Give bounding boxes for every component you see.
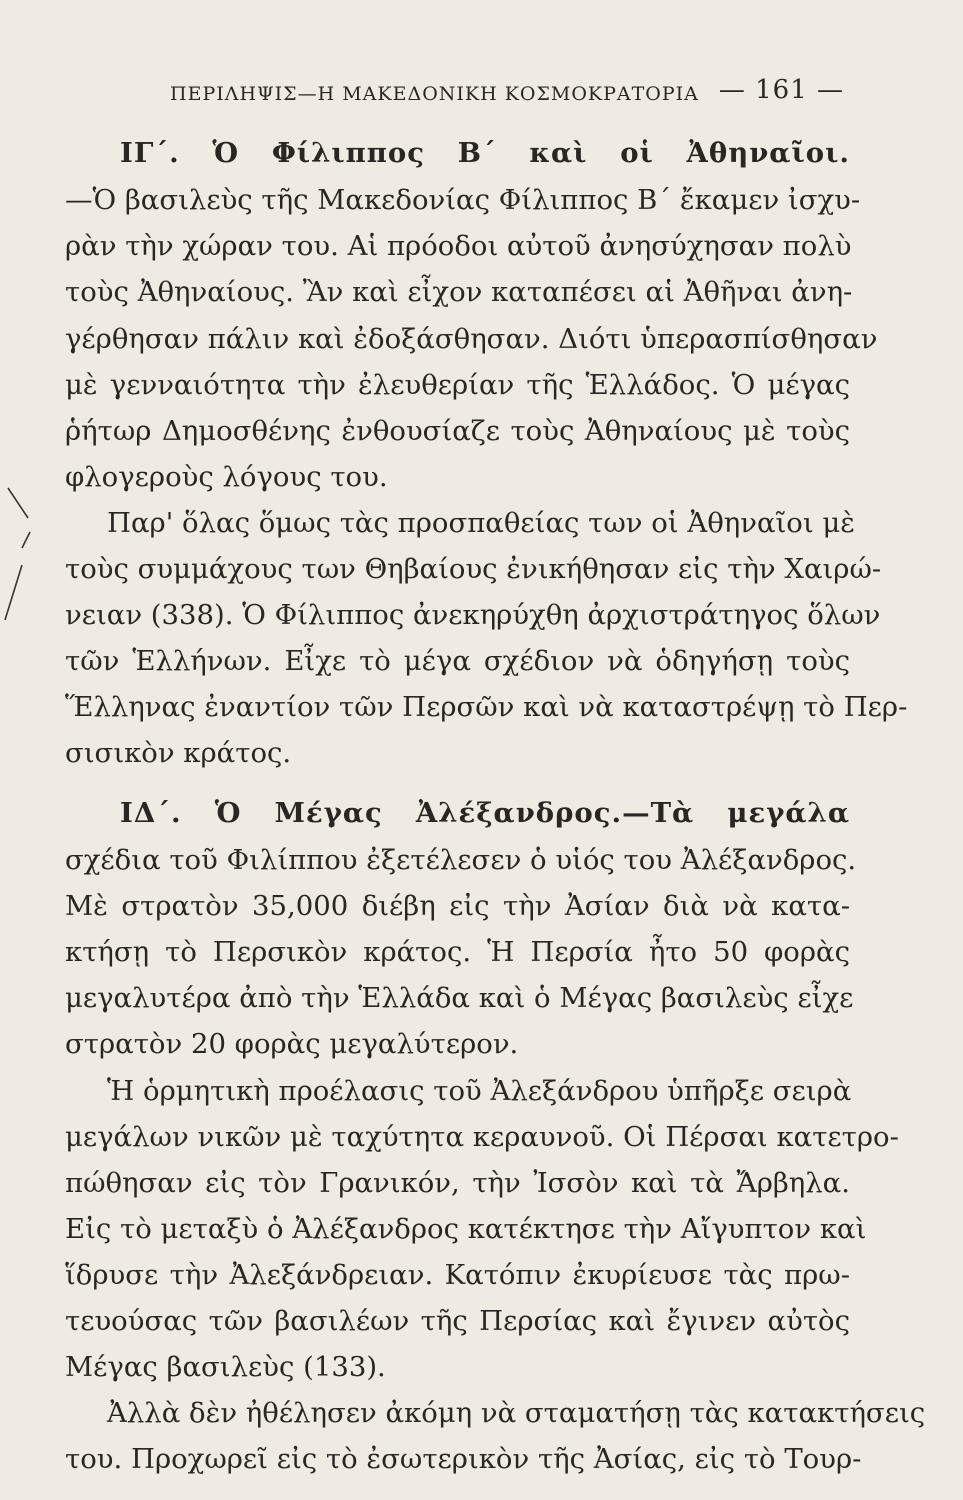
section-heading-14: ΙΔ΄. Ὁ Μέγας Ἀλέξανδρος.—Τὰ μεγάλα — [120, 797, 850, 829]
text-line: Ἕλληνας ἐναντίον τῶν Περσῶν καὶ νὰ καταστρέψῃ τὸ Περ- — [65, 691, 908, 723]
text-line: του. Προχωρεῖ εἰς τὸ ἐσωτερικὸν τῆς Ἀσίας, εἰς τὸ Τουρ- — [65, 1443, 862, 1475]
page-header — [170, 75, 850, 115]
text-line: ῥήτωρ Δημοσθένης ἐνθουσίαζε τοὺς Ἀθηναίους μὲ τοὺς — [65, 415, 850, 447]
text-line: τευούσας τῶν βασιλέων τῆς Περσίας καὶ ἔγινεν αὐτὸς — [65, 1305, 850, 1337]
text-line: μεγαλυτέρα ἀπὸ τὴν Ἑλλάδα καὶ ὁ Μέγας βασιλεὺς εἶχε — [65, 982, 854, 1014]
text-line: στρατὸν 20 φορὰς μεγαλύτερον. — [65, 1028, 519, 1060]
text-line: Εἰς τὸ μεταξὺ ὁ Ἀλέξανδρος κατέκτησε τὴν Αἴγυπτον καὶ — [65, 1213, 867, 1245]
text-line: μὲ γενναιότητα τὴν ἐλευθερίαν τῆς Ἑλλάδος. Ὁ μέγας — [65, 369, 850, 401]
text-line: ἵδρυσε τὴν Ἀλεξάνδρειαν. Κατόπιν ἐκυρίευσε τὰς πρω- — [65, 1259, 850, 1291]
text-line: κτήσῃ τὸ Περσικὸν κράτος. Ἡ Περσία ἦτο 50 φορὰς — [65, 936, 850, 968]
text-line: πώθησαν εἰς τὸν Γρανικόν, τὴν Ἰσσὸν καὶ τὰ Ἄρβηλα. — [65, 1167, 850, 1199]
text-line: τῶν Ἑλλήνων. Εἶχε τὸ μέγα σχέδιον νὰ ὁδηγήσῃ τοὺς — [65, 645, 850, 677]
text-line: μεγάλων νικῶν μὲ ταχύτητα κεραυνοῦ. Οἱ Πέρσαι κατετρο- — [65, 1121, 899, 1153]
text-line: τοὺς Ἀθηναίους. Ἂν καὶ εἶχον καταπέσει αἱ Ἀθῆναι ἀνη- — [65, 276, 853, 308]
text-line: Ἀλλὰ δὲν ἠθέλησεν ἀκόμη νὰ σταματήσῃ τὰς κατακτήσεις — [107, 1397, 926, 1429]
text-line: —Ὁ βασιλεὺς τῆς Μακεδονίας Φίλιππος Β΄ ἔκαμεν ἰσχυ- — [65, 184, 861, 216]
text-line: Ἡ ὁρμητικὴ προέλασις τοῦ Ἀλεξάνδρου ὑπῆρξε σειρὰ — [107, 1075, 852, 1107]
text-line: Παρ' ὅλας ὅμως τὰς προσπαθείας των οἱ Ἀθηναῖοι μὲ — [107, 507, 856, 539]
text-line: σισικὸν κράτος. — [65, 737, 292, 769]
section-heading-13: ΙΓ΄. Ὁ Φίλιππος Β΄ καὶ οἱ Ἀθηναῖοι. — [120, 137, 850, 169]
page-number: — 161 — — [718, 75, 844, 105]
text-line: σχέδια τοῦ Φιλίππου ἐξετέλεσεν ὁ υἱός του Ἀλέξανδρος. — [65, 844, 857, 876]
margin-pencil-marks — [0, 470, 40, 630]
text-line: νειαν (338). Ὁ Φίλιππος ἀνεκηρύχθη ἀρχιστράτηγος ὅλων — [65, 599, 881, 631]
text-line: ρὰν τὴν χώραν του. Αἱ πρόοδοι αὐτοῦ ἀνησύχησαν πολὺ — [65, 230, 852, 262]
running-head: ΠΕΡΙΛΗΨΙΣ—Η ΜΑΚΕΔΟΝΙΚΗ ΚΟΣΜΟΚΡΑΤΟΡΙΑ — [170, 83, 699, 105]
text-line: τοὺς συμμάχους των Θηβαίους ἐνικήθησαν εἰς τὴν Χαιρώ- — [65, 553, 882, 585]
text-line: γέρθησαν πάλιν καὶ ἐδοξάσθησαν. Διότι ὑπερασπίσθησαν — [65, 323, 878, 355]
text-line: Μέγας βασιλεὺς (133). — [65, 1351, 386, 1383]
text-line: Μὲ στρατὸν 35,000 διέβη εἰς τὴν Ἀσίαν διὰ νὰ κατα- — [65, 890, 850, 922]
text-line: φλογεροὺς λόγους του. — [65, 461, 388, 493]
